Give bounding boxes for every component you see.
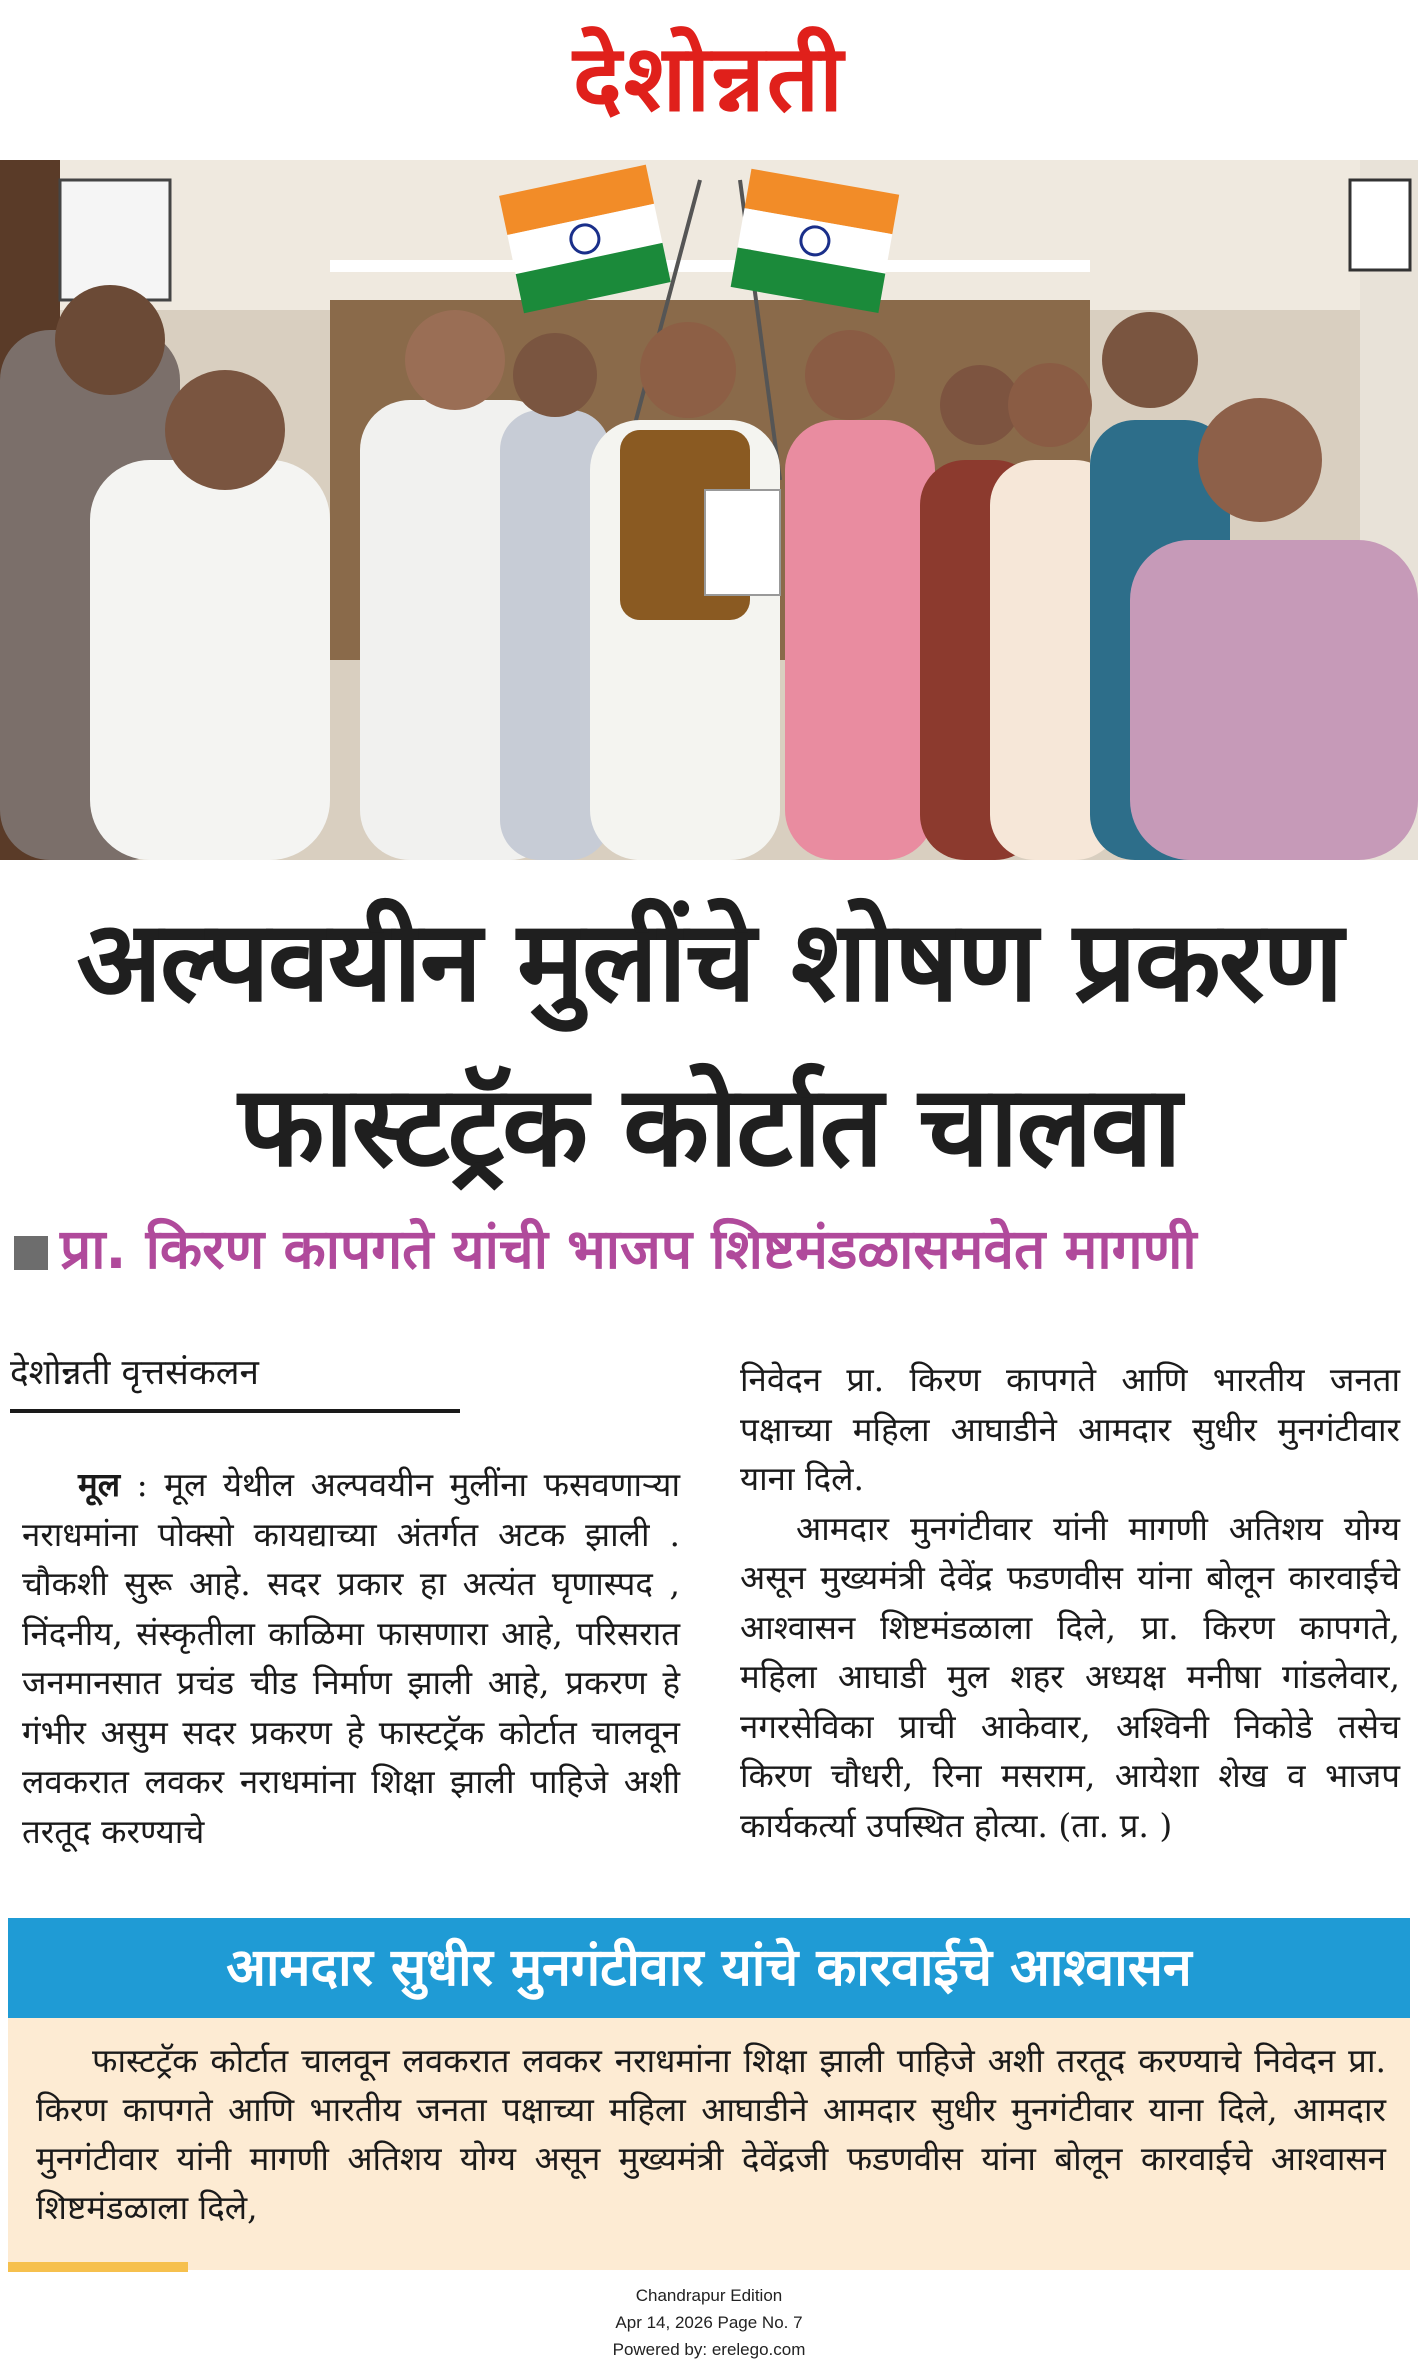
headline-line-1: अल्पवयीन मुलींचे शोषण प्रकरण (76, 897, 1342, 1027)
box-paragraph: फास्टट्रॅक कोर्टात चालवून लवकरात लवकर नराधमांना शिक्षा झाली पाहिजे अशी तरतूद करण्याचे निवेदन प्रा. किरण कापगते आणि भारतीय जनता पक्षाच्या महिला आघाडीने आमदार सुधीर मुनगंटीवार याना दिले, आमदार मुनगंटीवार यांनी मागणी अतिशय योग्य असून मुख्यमंत्री देवेंद्रजी फडणवीस यांना बोलून कारवाईचे आश्वासन शिष्टमंडळाला दिले, (36, 2041, 1386, 2227)
decorative-bar (8, 2262, 188, 2272)
footer-powered-by: Powered by: erelego.com (612, 2340, 806, 2359)
subheadline-text: प्रा. किरण कापगते यांची भाजप शिष्टमंडळासमवेत मागणी (60, 1217, 1197, 1281)
article-paragraph (740, 1504, 1400, 1851)
article-text: मूल येथील अल्पवयीन मुलींना फसवणाऱ्या नराधमांना पोक्सो कायद्याच्या अंतर्गत अटक झाली . चौकशी सुरू आहे. सदर प्रकार हा अत्यंत घृणास्पद , निंदनीय, संस्कृतीला काळिमा फासणारा आहे, परिसरात जनमानसात प्रचंड चीड निर्माण झाली आहे, प्रकरण हे गंभीर असुम सदर प्रकरण हे फास्टट्रॅक कोर्टात चालवून लवकरात लवकर नराधमांना शिक्षा झाली पाहिजे अशी तरतूद करण्याचे (22, 1465, 680, 1851)
masthead-logo: देशोन्नती (573, 25, 845, 132)
box-heading-banner: आमदार सुधीर मुनगंटीवार यांचे कारवाईचे आश्वासन (8, 1918, 1410, 2018)
dateline-separator: : (120, 1465, 165, 1504)
headline-line-2: फास्टट्रॅक कोर्टात चालवा (238, 1062, 1180, 1192)
box-text (8, 2018, 1410, 2270)
byline: देशोन्नती वृत्तसंकलन (10, 1348, 460, 1413)
bullet-square-icon (14, 1236, 48, 1270)
page-footer (0, 2282, 1418, 2363)
article-paragraph (22, 1460, 680, 1856)
dateline-place: मूल (78, 1465, 121, 1504)
footer-edition: Chandrapur Edition (635, 2286, 783, 2305)
news-photo (0, 160, 1418, 860)
article-paragraph: निवेदन प्रा. किरण कापगते आणि भारतीय जनता पक्षाच्या महिला आघाडीने आमदार सुधीर मुनगंटीवार याना दिले. (740, 1360, 1400, 1498)
article-column-2 (740, 1355, 1400, 1850)
subheadline (14, 1210, 1414, 1285)
article-column-1 (22, 1460, 680, 1856)
masthead (0, 0, 1418, 150)
footer-date-page: Apr 14, 2026 Page No. 7 (615, 2313, 803, 2332)
article-text: आमदार मुनगंटीवार यांनी मागणी अतिशय योग्य असून मुख्यमंत्री देवेंद्र फडणवीस यांना बोलून कारवाईचे आश्वासन शिष्टमंडळाला दिले, प्रा. किरण कापगते, महिला आघाडी मुल शहर अध्यक्ष मनीषा गांडलेवार, नगरसेविका प्राची आकेवार, अश्विनी निकोडे तसेच किरण चौधरी, रिना मसराम, आयेशा शेख व भाजप कार्यकर्त्या उपस्थित होत्या. (ता. प्र. ) (740, 1508, 1400, 1845)
